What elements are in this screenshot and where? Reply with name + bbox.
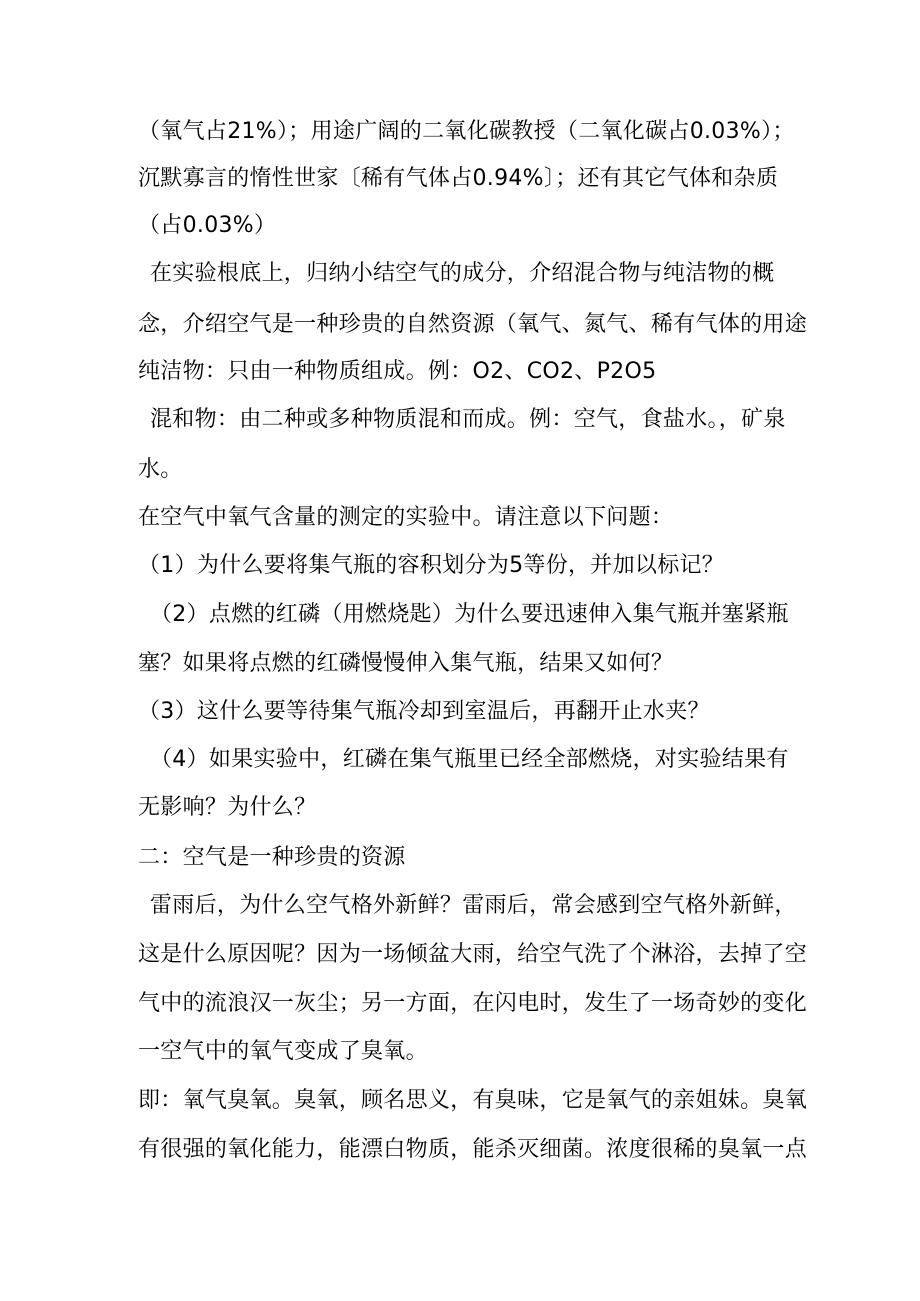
text-line: 混和物：由二种或多种物质混和而成。例：空气，食盐水。，矿泉 [150, 407, 786, 432]
text-line: 雷雨后，为什么空气格外新鲜？雷雨后，常会感到空气格外新鲜， [150, 893, 797, 918]
text-line: 水。 [138, 457, 183, 482]
text-line: 一空气中的氧气变成了臭氧。 [138, 1039, 428, 1064]
section-heading: 二：空气是一种珍贵的资源 [138, 845, 406, 870]
text-line: 念，介绍空气是一种珍贵的自然资源（氧气、氮气、稀有气体的用途 [138, 312, 808, 337]
text-line: 气中的流浪汉一灰尘；另一方面，在闪电时，发生了一场奇妙的变化 [138, 991, 808, 1016]
text-line: （4）如果实验中，红磷在集气瓶里已经全部燃烧，对实验结果有 [150, 747, 789, 772]
text-line: 即：氧气臭氧。臭氧，顾名思义，有臭味，它是氧气的亲姐妹。臭氧 [138, 1088, 808, 1113]
text-line: 塞？如果将点燃的红磷慢慢伸入集气瓶，结果又如何？ [138, 651, 674, 676]
text-line: 这是什么原因呢？因为一场倾盆大雨，给空气洗了个淋浴，去掉了空 [138, 942, 808, 967]
text-line: 在实验根底上，归纳小结空气的成分，介绍混合物与纯洁物的概 [150, 261, 775, 286]
text-line: （3）这什么要等待集气瓶冷却到室温后，再翻开止水夹？ [138, 699, 710, 724]
text-line: 有很强的氧化能力，能漂白物质，能杀灭细菌。浓度很稀的臭氧一点 [138, 1137, 808, 1162]
text-line: （2）点燃的红磷（用燃烧匙）为什么要迅速伸入集气瓶并塞紧瓶 [150, 602, 789, 627]
text-line: 在空气中氧气含量的测定的实验中。请注意以下问题： [138, 505, 674, 530]
text-line: 无影响？为什么？ [138, 795, 317, 820]
text-line: 沉默寡言的惰性世家〔稀有气体占0.94%〕；还有其它气体和杂质 [138, 166, 779, 191]
text-line: （1）为什么要将集气瓶的容积划分为5等份，并加以标记？ [138, 553, 725, 578]
text-line: （氧气占21%）；用途广阔的二氧化碳教授（二氧化碳占0.03%）； [138, 119, 795, 144]
text-line: （占0.03%） [138, 213, 277, 238]
text-line: 纯洁物：只由一种物质组成。例：O2、CO2、P2O5 [138, 359, 657, 384]
